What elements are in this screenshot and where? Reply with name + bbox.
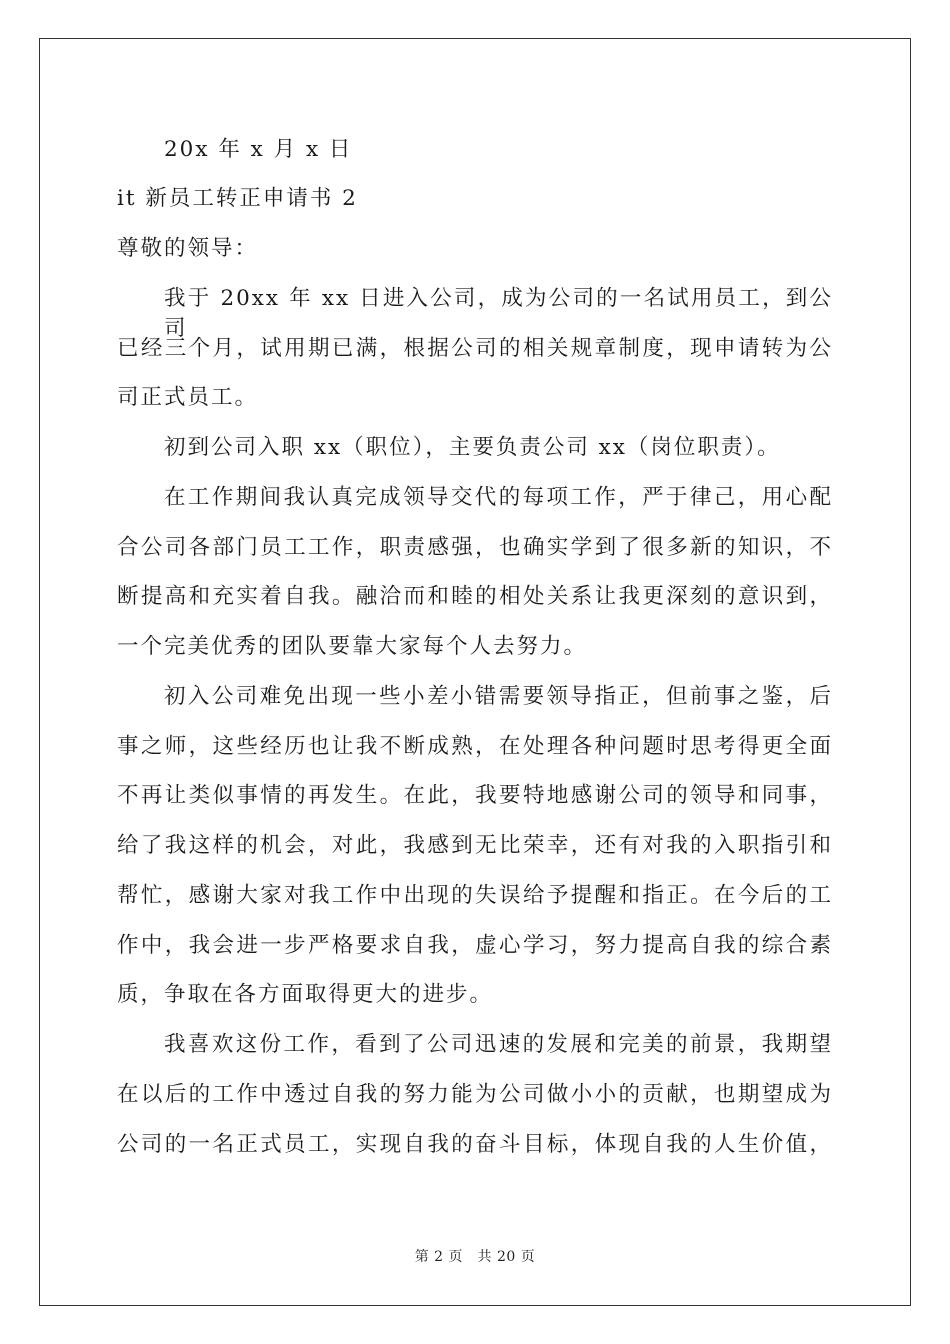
body-line-18: 公司的一名正式员工，实现自我的奋斗目标，体现自我的人生价值，: [117, 1132, 833, 1157]
body-line-13: 帮忙，感谢大家对我工作中出现的失误给予提醒和指正。在今后的工: [117, 883, 833, 908]
body-line-17: 在以后的工作中透过自我的努力能为公司做小小的贡献，也期望成为: [117, 1082, 833, 1107]
page-number-footer: 第 2 页 共 20 页: [414, 1249, 536, 1265]
body-line-2: 已经三个月，试用期已满，根据公司的相关规章制度，现申请转为公: [117, 336, 833, 361]
body-line-1: 我于 20xx 年 xx 日进入公司，成为公司的一名试用员工，到公司: [164, 286, 833, 341]
body-line-12: 给了我这样的机会，对此，我感到无比荣幸，还有对我的入职指引和: [117, 833, 833, 858]
document-title: it 新员工转正申请书 2: [117, 186, 358, 211]
body-line-7: 断提高和充实着自我。融洽而和睦的相处关系让我更深刻的意识到，: [117, 584, 833, 609]
body-line-15: 质，争取在各方面取得更大的进步。: [117, 982, 494, 1007]
body-line-3: 司正式员工。: [117, 385, 259, 410]
body-line-11: 不再让类似事情的再发生。在此，我要特地感谢公司的领导和同事，: [117, 783, 833, 808]
salutation: 尊敬的领导：: [117, 236, 259, 261]
body-line-9: 初入公司难免出现一些小差小错需要领导指正，但前事之鉴，后: [164, 684, 833, 709]
body-line-8: 一个完美优秀的团队要靠大家每个人去努力。: [117, 634, 588, 659]
date-line: 20x 年 x 月 x 日: [164, 137, 353, 162]
body-line-5: 在工作期间我认真完成领导交代的每项工作，严于律己，用心配: [164, 485, 833, 510]
body-line-10: 事之师，这些经历也让我不断成熟，在处理各种问题时思考得更全面: [117, 734, 833, 759]
body-line-6: 合公司各部门员工工作，职责感强，也确实学到了很多新的知识，不: [117, 535, 833, 560]
body-line-4: 初到公司入职 xx（职位），主要负责公司 xx（岗位职责）。: [164, 435, 781, 460]
body-line-14: 作中，我会进一步严格要求自我，虚心学习，努力提高自我的综合素: [117, 933, 833, 958]
body-line-16: 我喜欢这份工作，看到了公司迅速的发展和完美的前景，我期望: [164, 1032, 833, 1057]
page-border: [39, 38, 911, 1306]
